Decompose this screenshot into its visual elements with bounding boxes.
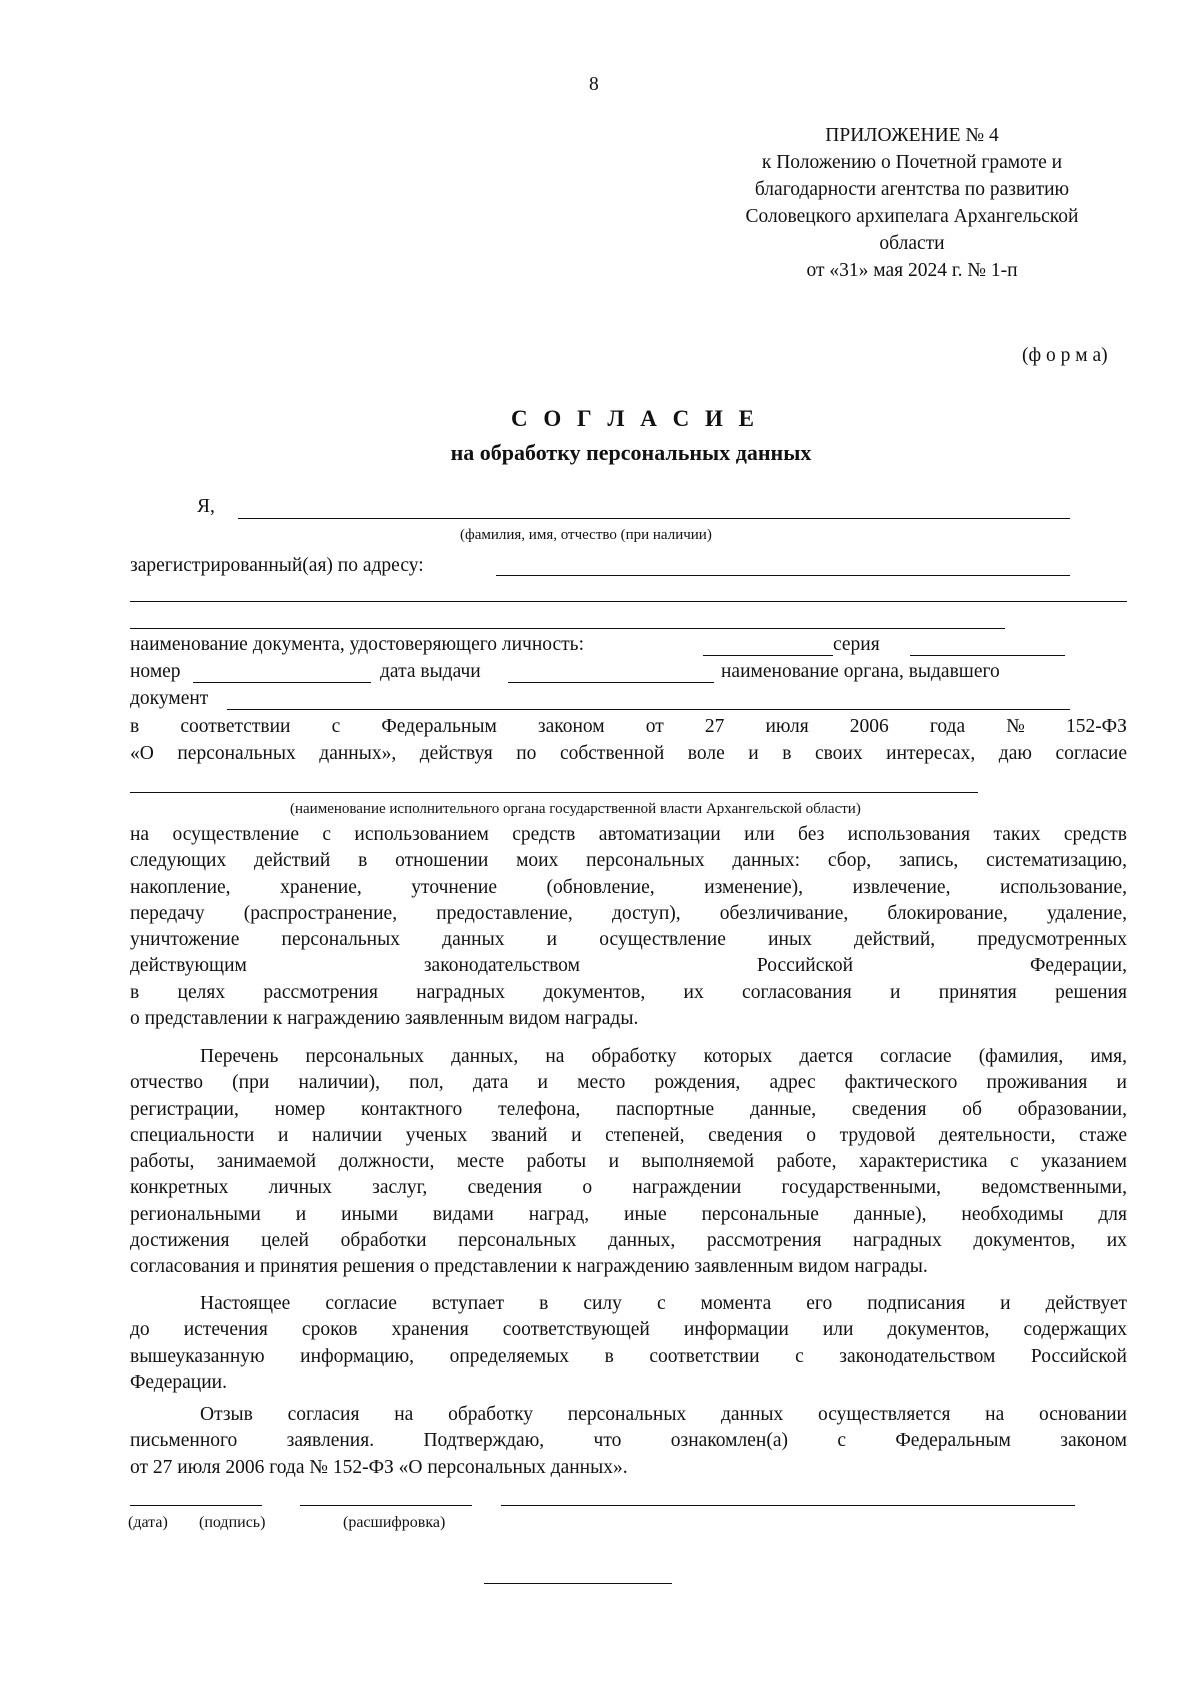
validity-paragraph (130, 1291, 1127, 1396)
law-word: 2006 (849, 716, 889, 737)
page-number: 8 (589, 74, 599, 95)
decoding-field-line[interactable] (501, 1505, 1075, 1506)
paragraph-line: Настоящее согласие вступает в силу с момента его подписания и действует (200, 1293, 1127, 1314)
paragraph-line: согласования и принятия решения о представлении к награждению заявленным видом награды. (130, 1256, 928, 1278)
law-word: Федеральным (381, 716, 497, 737)
paragraph-line: письменного заявления. Подтверждаю, что ознакомлен(а) с Федеральным законом (130, 1430, 1127, 1452)
paragraph-line: в целях рассмотрения наградных документов, их согласования и принятия решения (130, 981, 1127, 1003)
law-word: соответствии (180, 716, 291, 737)
series-field-line[interactable] (910, 655, 1065, 656)
paragraph-line: Федерации. (130, 1371, 227, 1393)
issue-date-label: дата выдачи (380, 661, 481, 682)
signature-label: (подпись) (199, 1514, 266, 1531)
paragraph-line: Отзыв согласия на обработку персональных данных осуществляется на основании (200, 1404, 1127, 1425)
paragraph-line: уничтожение персональных данных и осуществление иных действий, предусмотренных (130, 929, 1127, 951)
paragraph-line: специальности и наличии ученых званий и степеней, сведения о трудовой деятельности, стаже (130, 1124, 1127, 1146)
appendix-header (708, 122, 1116, 284)
law-reference-line (130, 714, 1127, 740)
paragraph-line: следующих действий в отношении моих персональных данных: сбор, запись, систематизацию, (130, 850, 1127, 872)
issuer-field-line[interactable] (227, 709, 1070, 710)
paragraph-line: региональными и иными видами наград, иные персональные данные), необходимы для (130, 1203, 1127, 1225)
series-label: серия (833, 634, 880, 655)
date-field-line[interactable] (130, 1505, 262, 1506)
document-label: документ (130, 688, 209, 709)
paragraph-line: конкретных личных заслуг, сведения о награждении государственными, ведомственными, (130, 1177, 1127, 1199)
law-word: № (1006, 716, 1025, 737)
law-word: от (645, 716, 664, 737)
law-word: 27 (704, 716, 725, 737)
withdrawal-paragraph (130, 1402, 1127, 1481)
paragraph-line: о представлении к награждению заявленным видом награды. (130, 1008, 639, 1030)
appendix-ref-line: к Положению о Почетной грамоте и (761, 152, 1063, 173)
appendix-ref-line: благодарности агентства по развитию (754, 179, 1070, 200)
consent-actions-paragraph (130, 822, 1127, 1032)
date-label: (дата) (128, 1514, 168, 1531)
paragraph-line: отчество (при наличии), пол, дата и место рождения, адрес фактического проживания и (130, 1072, 1127, 1094)
ya-label: Я, (197, 496, 215, 517)
organ-hint: (наименование исполнительного органа государственной власти Архангельской области) (290, 801, 861, 817)
address-field-line-3[interactable] (130, 628, 1005, 629)
fio-field-line[interactable] (238, 518, 1070, 519)
number-label: номер (130, 661, 181, 682)
paragraph-line: действующим законодательством Российской Федерации, (130, 955, 1127, 977)
address-field-line[interactable] (496, 575, 1070, 576)
personal-data-list-paragraph (130, 1044, 1127, 1281)
paragraph-line: вышеуказанную информацию, определяемых в соответствии с законодательством Российской (130, 1345, 1127, 1367)
paragraph-line: Перечень персональных данных, на обработку которых дается согласие (фамилия, имя, (200, 1046, 1127, 1067)
id-document-field-line[interactable] (703, 655, 833, 656)
decoding-label: (расшифровка) (343, 1514, 446, 1531)
paragraph-line: достижения целей обработки персональных данных, рассмотрения наградных документов, их (130, 1230, 1127, 1252)
paragraph-line: работы, занимаемой должности, месте работы и выполняемой работе, характеристика с указанием (130, 1151, 1127, 1173)
id-document-label: наименование документа, удостоверяющего личность: (130, 634, 584, 655)
paragraph-line: от 27 июля 2006 года № 152-ФЗ «О персональных данных». (130, 1456, 628, 1478)
paragraph-line: накопление, хранение, уточнение (обновление, изменение), извлечение, использование, (130, 876, 1127, 898)
signature-field-line[interactable] (300, 1505, 472, 1506)
law-word: 152-ФЗ (1065, 716, 1127, 737)
appendix-title: ПРИЛОЖЕНИЕ № 4 (825, 125, 999, 146)
bottom-divider (484, 1583, 672, 1584)
appendix-ref-line: Соловецкого архипелага Архангельской (745, 206, 1079, 227)
registered-address-label: зарегистрированный(ая) по адресу: (130, 555, 424, 576)
document-subtitle: на обработку персональных данных (450, 440, 812, 465)
paragraph-line: до истечения сроков хранения соответствующей информации или документов, содержащих (130, 1319, 1127, 1341)
organ-field-line[interactable] (130, 792, 978, 793)
fio-hint: (фамилия, имя, отчество (при наличии) (460, 527, 712, 543)
address-field-line-2[interactable] (130, 601, 1127, 602)
issuer-label: наименование органа, выдавшего (721, 661, 1000, 682)
document-title: С О Г Л А С И Е (511, 406, 759, 431)
appendix-date-line: от «31» мая 2024 г. № 1-п (806, 260, 1018, 281)
law-word: в (130, 716, 140, 737)
law-word: года (929, 716, 966, 737)
appendix-ref-line: области (879, 233, 945, 254)
law-word: законом (537, 716, 605, 737)
law-word: с (331, 716, 341, 737)
law-word: июля (765, 716, 809, 737)
paragraph-line: передачу (распространение, предоставление, доступ), обезличивание, блокирование, удаление, (130, 902, 1127, 924)
number-field-line[interactable] (193, 682, 371, 683)
law-reference-line-2: «О персональных данных», действуя по собственной воле и в своих интересах, даю согласие (130, 743, 1127, 764)
issue-date-field-line[interactable] (508, 682, 714, 683)
paragraph-line: регистрации, номер контактного телефона, паспортные данные, сведения об образовании, (130, 1098, 1127, 1120)
paragraph-line: на осуществление с использованием средств автоматизации или без использования таких средств (130, 824, 1127, 845)
form-label: (ф о р м а) (1022, 345, 1108, 366)
